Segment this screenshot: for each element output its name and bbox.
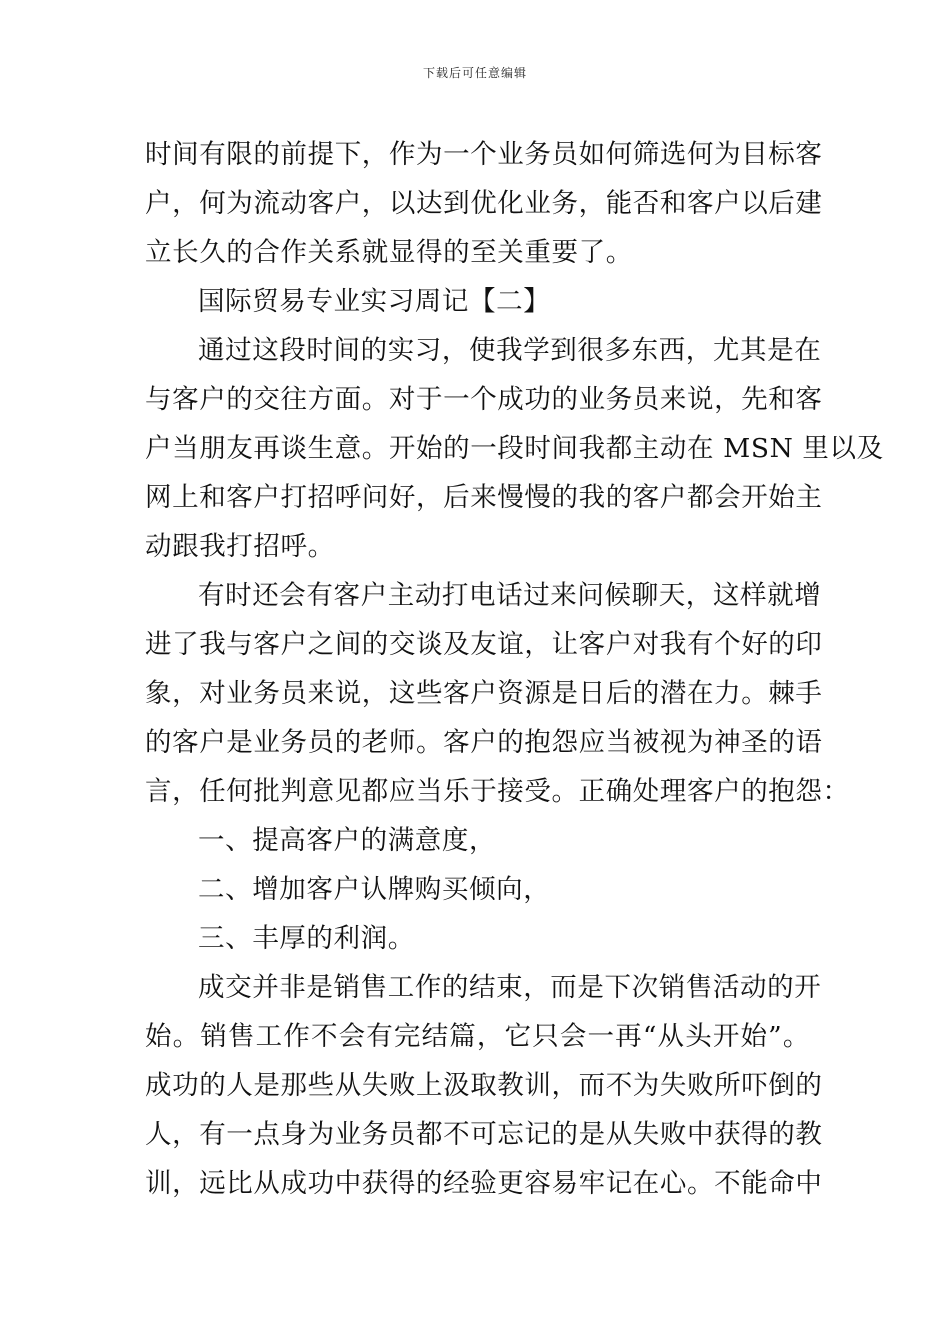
- text-line: 象，对业务员来说，这些客户资源是日后的潜在力。棘手: [145, 678, 823, 709]
- text-line: 通过这段时间的实习，使我学到很多东西，尤其是在: [198, 335, 822, 366]
- text-line: 网上和客户打招呼问好，后来慢慢的我的客户都会开始主: [145, 482, 823, 513]
- paragraph-8: [145, 963, 823, 1208]
- text-line: 言，任何批判意见都应当乐于接受。正确处理客户的抱怨：: [145, 776, 850, 807]
- list-item-text: 三、丰厚的利润。: [198, 923, 415, 954]
- list-item-2: [145, 865, 810, 914]
- text-line: 人，有一点身为业务员都不可忘记的是从失败中获得的教: [145, 1119, 823, 1150]
- text-line: 时间有限的前提下，作为一个业务员如何筛选何为目标客: [145, 139, 823, 170]
- paragraph-4: [145, 571, 850, 816]
- list-item-text: 二、增加客户认牌购买倾向，: [198, 874, 551, 905]
- text-line: 成交并非是销售工作的结束，而是下次销售活动的开: [198, 972, 822, 1003]
- text-line: 始。销售工作不会有完结篇，它只会一再“从头开始”。: [145, 1021, 810, 1052]
- text-line: 进了我与客户之间的交谈及友谊，让客户对我有个好的印: [145, 629, 823, 660]
- section-heading: [145, 277, 810, 326]
- text-line: 户，何为流动客户，以达到优化业务，能否和客户以后建: [145, 188, 823, 219]
- text-line: 动跟我打招呼。: [145, 531, 335, 562]
- list-item-text: 一、提高客户的满意度，: [198, 825, 497, 856]
- document-body: [145, 130, 884, 1208]
- text-line: 有时还会有客户主动打电话过来问候聊天，这样就增: [198, 580, 822, 611]
- text-line: 的客户是业务员的老师。客户的抱怨应当被视为神圣的语: [145, 727, 823, 758]
- list-item-3: [145, 914, 810, 963]
- text-line: 立长久的合作关系就显得的至关重要了。: [145, 237, 633, 268]
- paragraph-3: [145, 326, 884, 571]
- text-line: 成功的人是那些从失败上汲取教训，而不为失败所吓倒的: [145, 1070, 823, 1101]
- text-line: 训，远比从成功中获得的经验更容易牢记在心。不能命中: [145, 1168, 823, 1199]
- list-item-1: [145, 816, 810, 865]
- heading-text: 国际贸易专业实习周记【二】: [198, 286, 551, 317]
- page-header: 下载后可任意编辑: [422, 66, 527, 80]
- text-line: 户当朋友再谈生意。开始的一段时间我都主动在 MSN 里以及: [145, 433, 884, 464]
- text-line: 与客户的交往方面。对于一个成功的业务员来说，先和客: [145, 384, 823, 415]
- paragraph-1: [145, 130, 823, 277]
